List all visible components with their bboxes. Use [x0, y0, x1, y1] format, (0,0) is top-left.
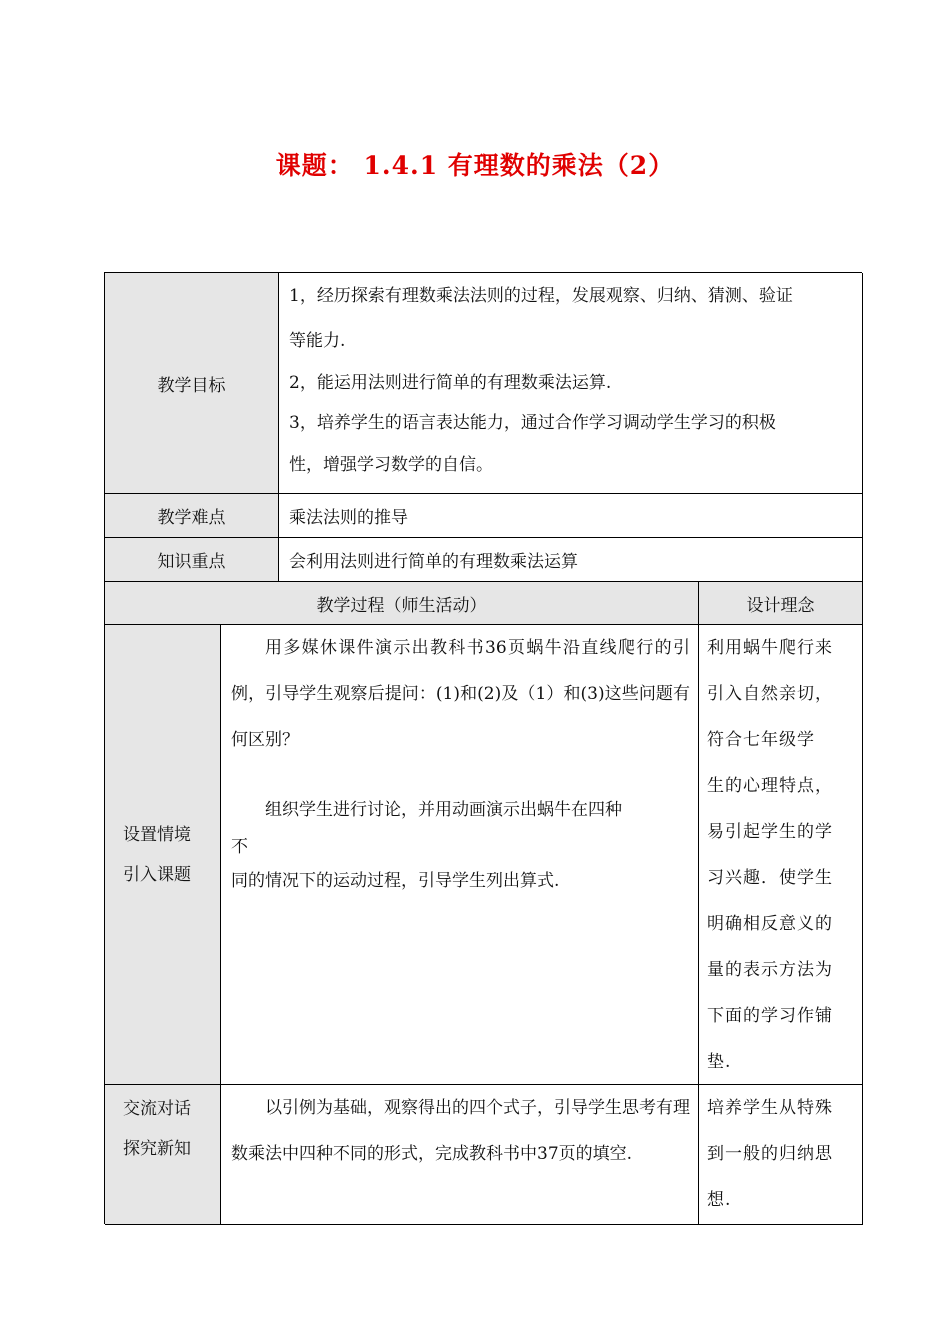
- section1-note-3: 符合七年级学: [707, 730, 815, 750]
- page-title: 课题： 1.4.1 有理数的乘法（2）: [275, 151, 675, 180]
- section2-concept: [699, 1085, 863, 1225]
- section1-note-1: 利用蜗牛爬行来: [707, 638, 833, 658]
- section2-note-1: 培养学生从特殊: [707, 1098, 833, 1118]
- section1-process: [221, 625, 699, 1085]
- goal-line-3: 2，能运用法则进行简单的有理数乘法运算.: [289, 373, 612, 393]
- goals-label: 教学目标: [105, 273, 279, 494]
- section1-note-7: 明确相反意义的: [707, 914, 833, 934]
- section1-note-6: 习兴趣．使学生: [707, 868, 833, 888]
- section1-para2-line3: 同的情况下的运动过程，引导学生列出算式.: [231, 871, 560, 891]
- section2-para: 以引例为基础，观察得出的四个式子，引导学生思考有理数乘法中四种不同的形式，完成教科书中37页的填空.: [231, 1098, 690, 1164]
- goal-line-5: 性，增强学习数学的自信。: [289, 455, 493, 475]
- section2-note-2: 到一般的归纳思: [707, 1144, 833, 1164]
- process-header: 教学过程（师生活动）: [105, 582, 699, 625]
- key-point-label: 知识重点: [105, 538, 279, 582]
- section1-para2-line1: 组织学生进行讨论，并用动画演示出蜗牛在四种: [265, 800, 622, 820]
- section1-note-10: 垫.: [707, 1052, 732, 1072]
- concept-header: 设计理念: [699, 582, 863, 625]
- goal-line-2: 等能力.: [289, 331, 346, 351]
- lesson-plan-table: [104, 272, 862, 1224]
- section2-note-3: 想.: [707, 1190, 732, 1210]
- section2-label: [105, 1085, 221, 1225]
- section1-para2-line2: 不: [231, 837, 248, 857]
- section2-label-line2: 探究新知: [123, 1139, 191, 1159]
- key-point-value: 会利用法则进行简单的有理数乘法运算: [279, 538, 863, 582]
- section1-spacer: [231, 763, 690, 787]
- section1-label-line2: 引入课题: [123, 864, 191, 885]
- section1-label-line1: 设置情境: [123, 824, 191, 845]
- section1-concept: [699, 625, 863, 1085]
- section1-note-2: 引入自然亲切，: [707, 684, 833, 704]
- goal-line-4: 3，培养学生的语言表达能力，通过合作学习调动学生学习的积极: [289, 413, 776, 433]
- difficulty-label: 教学难点: [105, 494, 279, 538]
- section1-note-4: 生的心理特点，: [707, 776, 833, 796]
- section2-process: [221, 1085, 699, 1225]
- goal-line-1: 1，经历探索有理数乘法法则的过程，发展观察、归纳、猜测、验证: [289, 286, 793, 306]
- section1-note-8: 量的表示方法为: [707, 960, 833, 980]
- goals-content: [279, 273, 863, 494]
- section1-note-9: 下面的学习作铺: [707, 1006, 833, 1026]
- section1-note-5: 易引起学生的学: [707, 822, 833, 842]
- section1-para1: 用多媒休课件演示出教科书36页蜗牛沿直线爬行的引例，引导学生观察后提问：(1)和(2)及（1）和(3)这些问题有何区别？: [231, 638, 690, 750]
- difficulty-value: 乘法法则的推导: [279, 494, 863, 538]
- section1-label: [105, 625, 221, 1085]
- section2-label-line1: 交流对话: [123, 1099, 191, 1119]
